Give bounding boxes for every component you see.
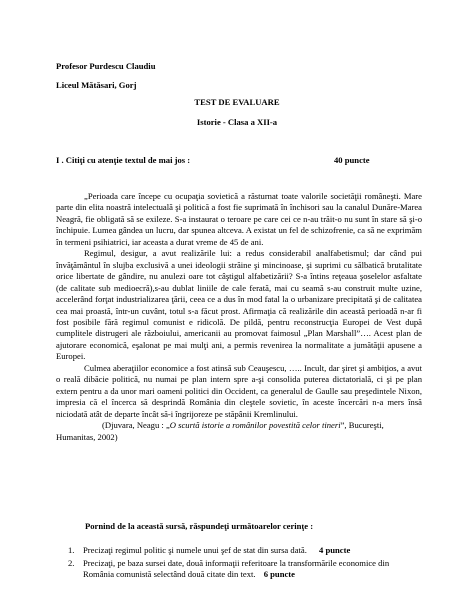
list-item xyxy=(56,545,422,557)
question-points: 6 puncte xyxy=(263,569,295,579)
school-name: Liceul Mătăsari, Gorj xyxy=(56,80,137,90)
paragraph: „Perioada care începe cu ocupaţia sovietică a răsturnat toate valorile societăţii româneşti. Mare parte din elita noastră intelectuală şi politică a fost fie suprimată în închisori sau la canalul Dunăre-Marea Neagră, fie obligată să se exileze. S-a instaurat o teroare pe care cei ce n-au trăit-o nu sunt în stare să şi-o închipuie. Lumea gândea un lucru, dar spunea altceva. A existat un fel de schizofrenie, ca să ne exprimăm în termeni psihiatrici, iar aceasta a durat vreme de 45 de ani. xyxy=(56,191,422,247)
citation-place: ”, Bucureşti, xyxy=(340,420,384,431)
source-citation xyxy=(56,420,422,443)
citation-author: (Djuvara, Neagu : „ xyxy=(102,420,170,431)
paragraph: Culmea aberaţiilor economice a fost atinsă sub Ceauşescu, ….. Incult, dar şiret şi ambiţios, a avut o reală dibăcie politică, nu numai pe plan intern spre a-şi consolida puterea dictatorială, ci şi pe plan extern pentru a da unor mari oameni politici din Occident, ca generalul de Gaulle sau preşedintele Nixon, impresia că el încerca să desprindă România din cleştele sovietic, în aceste încercări n-a mers însă niciodată atât de departe încât să-i îngrijoreze pe stăpânii Kremlinului. xyxy=(56,362,422,419)
questions-intro: Pornind de la această sursă, răspundeţi următoarelor cerinţe : xyxy=(85,521,314,531)
question-list xyxy=(56,545,422,581)
question-number: 1. xyxy=(68,545,75,555)
question-number: 2. xyxy=(68,557,75,568)
question-points: 4 puncte xyxy=(319,545,351,555)
section-instruction: I . Citiţi cu atenţie textul de mai jos : xyxy=(56,155,191,165)
citation-publisher: Humanitas, 2002) xyxy=(56,431,118,442)
section-points: 40 puncte xyxy=(334,155,370,165)
question-text: Precizaţi regimul politic şi numele unui şef de stat din sursa dată. xyxy=(83,545,307,555)
paragraph: Regimul, desigur, a avut realizările lui: a redus considerabil analfabetismul; dar când pui învăţământul în slujba exclusivă a unei ideologii străine şi mincinoase, şi suprimi cu sălbatică brutalitate orice libertate de gândire, nu anulezi oare tot câştigul alfabetizării? S-a întins reţeaua şoselelor asfaltate (de calitate sub medioecră),s-au dublat liniile de cale ferată, mai cu seamă s-au construit multe uzine, accelerând forţat industrializarea ţării, ceea ce a dus în mod fatal la o urbanizare precipitată şi de calitatea cea mai proastă, într-un cuvânt, totul s-a făcut prost. Afirmaţia că realizările din această perioadă n-ar fi fost posibile fără regimul comunist e ridicolă. De pildă, pentru reconstrucţia Europei de Vest după cumplitele distrugeri ale războiului, americanii au promovat faimosul „Plan Marshall”…. Acest plan de ajutorare economică, eşalonat pe mai mulţi ani, a permis revenirea la normalitate a jumătăţii apusene a Europei. xyxy=(56,248,422,362)
list-item xyxy=(56,558,422,581)
citation-line xyxy=(56,420,384,430)
test-title: TEST DE EVALUARE xyxy=(194,97,280,107)
question-text: Precizaţi, pe baza sursei date, două informaţii referitoare la transformările economice din România comunistă selectând două citate din text. xyxy=(83,557,390,579)
teacher-name: Profesor Purdescu Claudiu xyxy=(56,61,156,71)
citation-book-title: O scurtă istorie a românilor povestită celor tineri xyxy=(169,420,341,431)
section-heading xyxy=(56,155,422,165)
source-text xyxy=(56,191,422,443)
subject-title: Istorie - Clasa a XII-a xyxy=(196,117,278,127)
